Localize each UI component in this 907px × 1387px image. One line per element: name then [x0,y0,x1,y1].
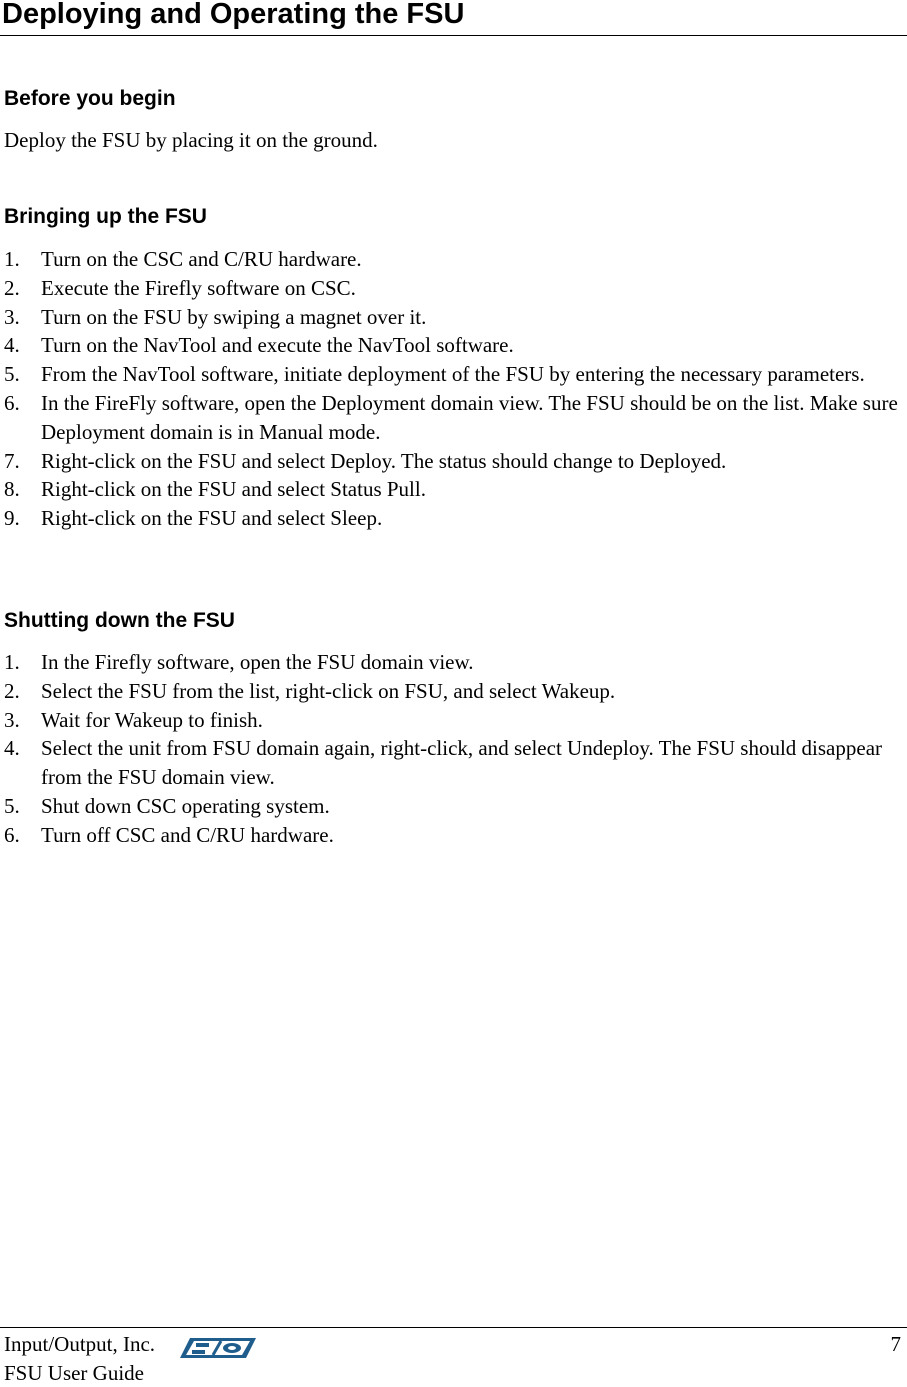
io-logo-icon [180,1336,256,1367]
step-text: In the Firefly software, open the FSU domain view. [41,650,474,674]
step-text: Wait for Wakeup to finish. [41,707,263,732]
step-number: 3. [4,304,20,329]
step-number: 4. [4,333,20,358]
step-text: Select the FSU from the list, right-click on FSU, and select Wakeup. [41,678,616,703]
list-item [0,648,907,677]
before-you-begin-heading: Before you begin [4,87,176,110]
step-number: 2. [4,678,20,703]
step-text: Shut down CSC operating system. [41,793,330,818]
list-item [0,475,907,504]
bringing-up-heading: Bringing up the FSU [4,205,207,228]
step-text: Turn on the FSU by swiping a magnet over it. [41,304,427,329]
step-number: 2. [4,275,20,300]
logo-o-inner [228,1346,236,1350]
step-number: 4. [4,736,20,761]
step-text: In the FireFly software, open the Deployment domain view. The FSU should be on the list. Make sure Deployment domain is in Manual mode. [41,390,898,444]
step-number: 6. [4,822,20,847]
step-text: Select the unit from FSU domain again, right-click, and select Undeploy. The FSU should disappear from the FSU domain view. [41,736,883,790]
list-item [0,706,907,735]
step-text: Turn off CSC and C/RU hardware. [41,822,334,847]
list-item [0,389,907,447]
step-text: Turn on the CSC and C/RU hardware. [41,247,362,271]
list-item [0,504,907,533]
step-text: Right-click on the FSU and select Deploy. The status should change to Deployed. [41,448,727,473]
list-item [0,821,907,850]
before-you-begin-text: Deploy the FSU by placing it on the ground. [4,128,378,152]
step-text: Right-click on the FSU and select Sleep. [41,506,383,531]
list-item [0,677,907,706]
logo-i-bottom [192,1350,205,1354]
list-item [0,303,907,332]
page-footer [0,1327,907,1384]
list-item [0,792,907,821]
step-number: 1. [4,650,20,674]
step-number: 5. [4,362,20,387]
step-number: 9. [4,506,20,531]
step-text: Right-click on the FSU and select Status Pull. [41,477,426,502]
shutting-down-steps [0,648,907,850]
step-text: From the NavTool software, initiate deployment of the FSU by entering the necessary parameters. [41,362,865,387]
list-item [0,734,907,792]
step-number: 3. [4,707,20,732]
list-item [0,274,907,303]
logo-i-top [196,1343,209,1347]
io-logo-graphic [180,1336,256,1360]
list-item [0,331,907,360]
step-number: 7. [4,448,20,473]
list-item [0,360,907,389]
step-number: 1. [4,247,20,271]
page-title: Deploying and Operating the FSU [0,0,907,36]
step-text: Execute the Firefly software on CSC. [41,275,356,300]
step-number: 6. [4,390,20,415]
step-number: 5. [4,793,20,818]
bringing-up-steps [0,245,907,533]
list-item [0,245,907,274]
guide-title: FSU User Guide [4,1361,144,1385]
step-text: Turn on the NavTool and execute the NavTool software. [41,333,514,358]
list-item [0,447,907,476]
page-number: 7 [890,1332,901,1356]
company-name: Input/Output, Inc. [4,1332,156,1356]
step-number: 8. [4,477,20,502]
shutting-down-heading: Shutting down the FSU [4,609,235,632]
